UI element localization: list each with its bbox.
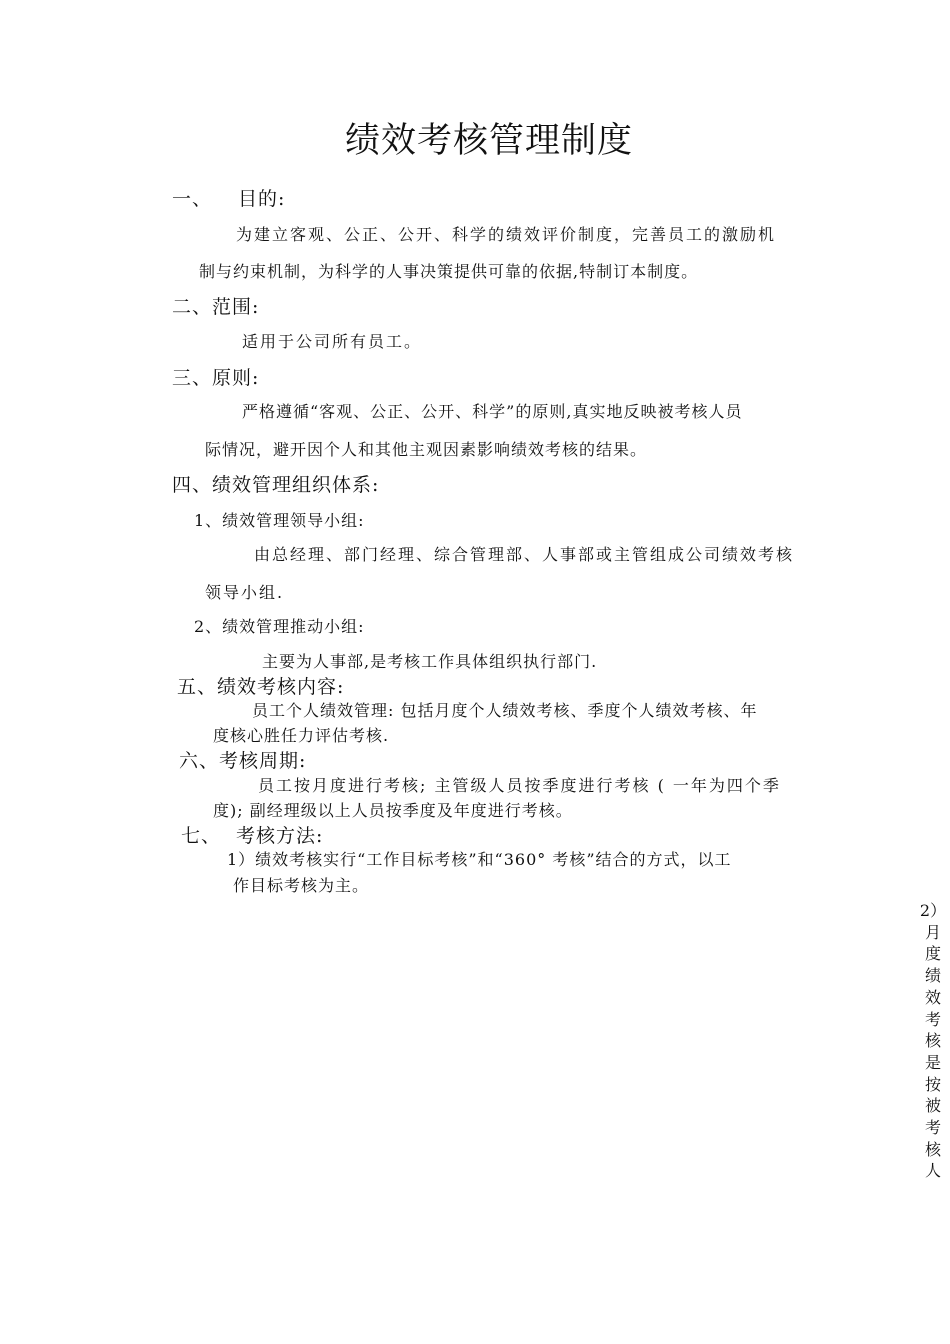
section-3-line-1: 严格遵循“客观、公正、公开、科学”的原则,真实地反映被考核人员 xyxy=(242,402,743,421)
section-6-line-1: 员工按月度进行考核; 主管级人员按季度进行考核 ( 一年为四个季 xyxy=(258,776,781,795)
section-4-sub-1-line-1: 由总经理、部门经理、综合管理部、人事部或主管组成公司绩效考核 xyxy=(254,545,795,564)
section-6-heading: 六、考核周期: xyxy=(179,750,307,772)
section-7-line-1: 1）绩效考核实行“工作目标考核”和“360° 考核”结合的方式，以工 xyxy=(227,850,732,869)
section-4-sub-2-heading: 2、绩效管理推动小组: xyxy=(194,617,365,636)
section-4-sub-1-heading: 1、绩效管理领导小组: xyxy=(194,511,365,530)
section-3-line-2: 际情况，避开因个人和其他主观因素影响绩效考核的结果。 xyxy=(205,440,648,459)
section-1-line-2: 制与约束机制，为科学的人事决策提供可靠的依据,特制订本制度。 xyxy=(199,262,699,281)
section-5-line-1: 员工个人绩效管理: 包括月度个人绩效考核、季度个人绩效考核、年 xyxy=(252,701,758,720)
section-7-number: 七、 xyxy=(181,825,222,847)
overflow-vertical-text: 2）月度绩效考核是按被考核人 xyxy=(919,901,947,1181)
section-7-line-2: 作目标考核为主。 xyxy=(233,876,370,895)
section-6-line-2: 度); 副经理级以上人员按季度及年度进行考核。 xyxy=(213,801,573,820)
section-7-heading: 考核方法: xyxy=(236,825,324,847)
section-1-number: 一、 xyxy=(172,188,213,210)
section-1-line-1: 为建立客观、公正、公开、科学的绩效评价制度，完善员工的激励机 xyxy=(236,225,777,244)
section-4-heading: 四、绩效管理组织体系: xyxy=(172,474,380,496)
section-2-line-1: 适用于公司所有员工。 xyxy=(242,332,423,351)
section-5-heading: 五、绩效考核内容: xyxy=(177,676,345,698)
document-title: 绩效考核管理制度 xyxy=(344,121,633,161)
section-5-line-2: 度核心胜任力评估考核. xyxy=(213,726,390,745)
section-3-heading: 三、原则: xyxy=(172,367,260,389)
section-4-sub-1-line-2: 领导小组. xyxy=(205,583,285,602)
section-1-heading: 目的: xyxy=(238,188,286,210)
section-2-heading: 二、范围: xyxy=(172,296,260,318)
section-4-sub-2-line-1: 主要为人事部,是考核工作具体组织执行部门. xyxy=(262,652,598,671)
